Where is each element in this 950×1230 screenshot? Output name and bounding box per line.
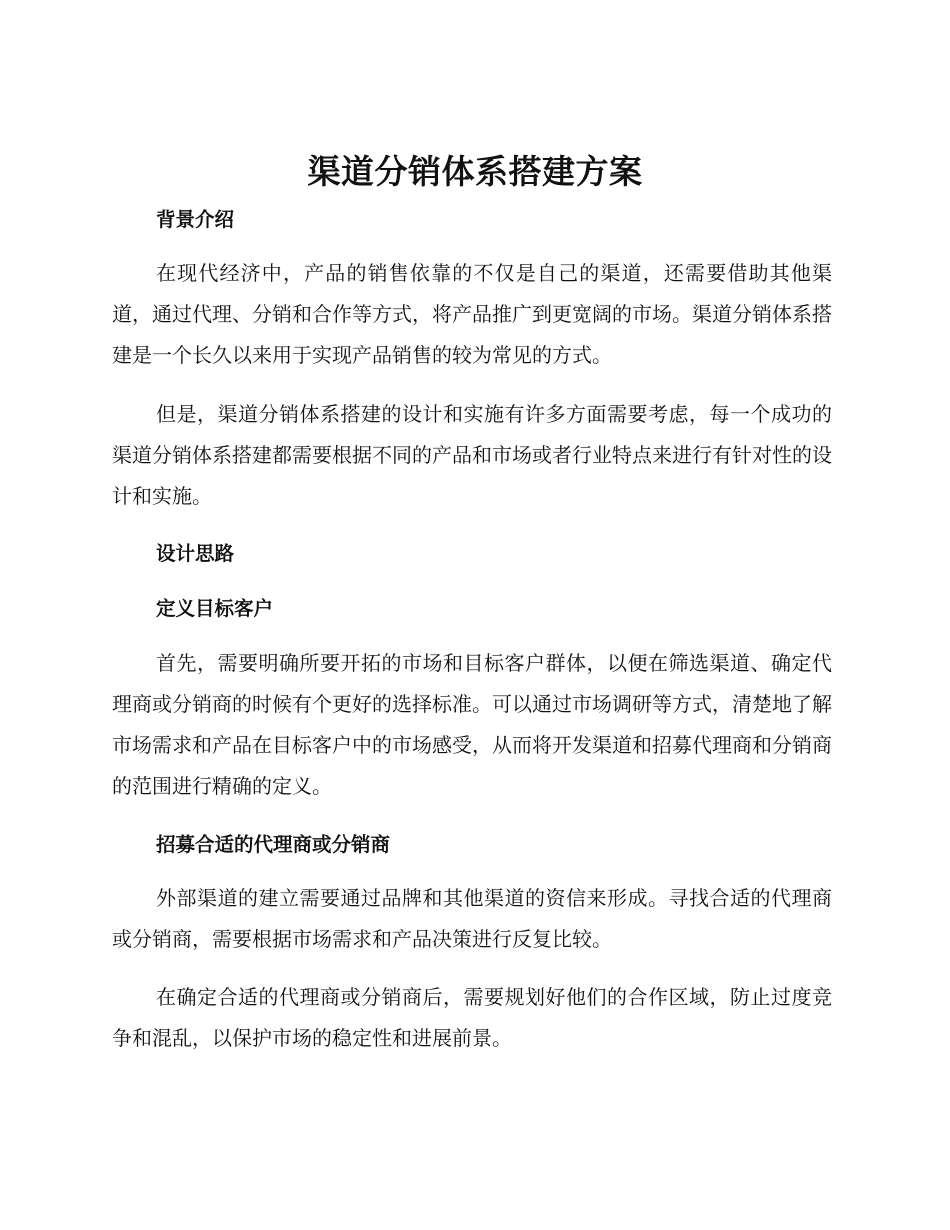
document-title: 渠道分销体系搭建方案: [307, 152, 643, 191]
section-heading-recruit-agents: 招募合适的代理商或分销商: [156, 833, 391, 856]
paragraph-recruit-agents-1: 外部渠道的建立需要通过品牌和其他渠道的资信来形成。寻找合适的代理商或分销商，需要根据市场需求和产品决策进行反复比较。: [112, 886, 832, 951]
section-heading-background: 背景介绍: [156, 208, 235, 231]
paragraph-background-2: 但是，渠道分销体系搭建的设计和实施有许多方面需要考虑，每一个成功的渠道分销体系搭建都需要根据不同的产品和市场或者行业特点来进行有针对性的设计和实施。: [112, 402, 832, 508]
section-heading-define-target-customers: 定义目标客户: [156, 597, 274, 620]
paragraph-target-customers: 首先，需要明确所要开拓的市场和目标客户群体，以便在筛选渠道、确定代理商或分销商的时候有个更好的选择标准。可以通过市场调研等方式，清楚地了解市场需求和产品在目标客户中的市场感受，从而将开发渠道和招募代理商和分销商的范围进行精确的定义。: [112, 651, 832, 798]
paragraph-recruit-agents-2: 在确定合适的代理商或分销商后，需要规划好他们的合作区域，防止过度竞争和混乱，以保护市场的稳定性和进展前景。: [112, 985, 832, 1050]
paragraph-background-1: 在现代经济中，产品的销售依靠的不仅是自己的渠道，还需要借助其他渠道，通过代理、分销和合作等方式，将产品推广到更宽阔的市场。渠道分销体系搭建是一个长久以来用于实现产品销售的较为常见的方式。: [112, 261, 832, 367]
section-heading-design-approach: 设计思路: [156, 542, 235, 565]
